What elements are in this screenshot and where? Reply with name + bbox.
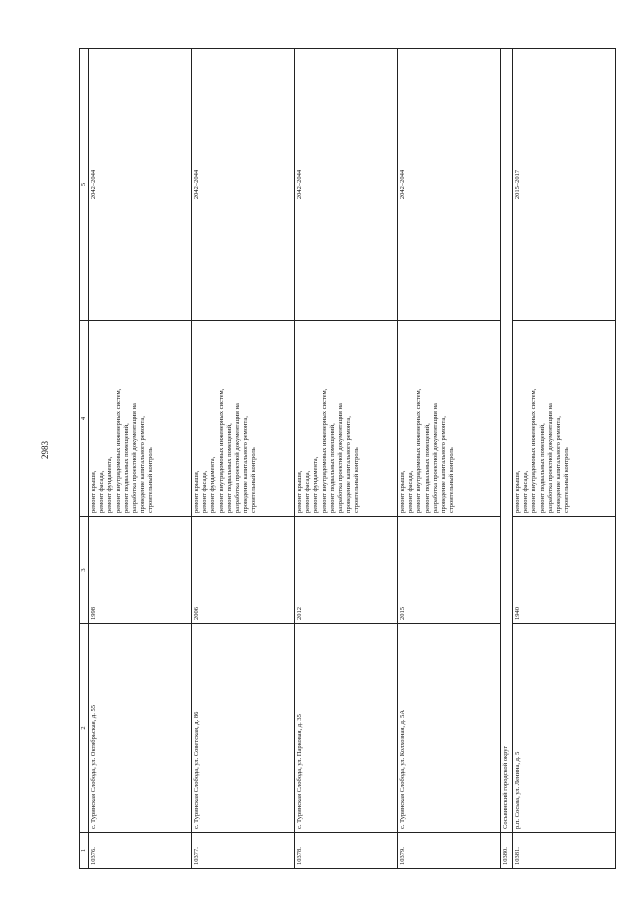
works-list <box>89 321 192 517</box>
group-row <box>501 49 513 869</box>
work-item: ремонт фасада, <box>304 470 312 513</box>
build-year: 2015 <box>398 517 501 624</box>
build-year: 1998 <box>89 517 192 624</box>
work-item: ремонт крыши, <box>514 470 521 513</box>
work-item: разработка проектной документации на <box>131 403 139 513</box>
works-list <box>398 321 501 517</box>
table-row <box>192 49 295 869</box>
table-row <box>295 49 398 869</box>
work-item: ремонт подвальных помещений, <box>225 423 233 513</box>
works-list <box>295 321 398 517</box>
repair-period: 2015–2017 <box>513 49 616 321</box>
address: с. Туринская Слобода, ул. Советская, д. 86 <box>192 624 295 833</box>
repair-period: 2042–2044 <box>398 49 501 321</box>
row-number: 10378. <box>295 833 398 869</box>
work-item: разработка проектной документации на <box>337 403 345 513</box>
work-item: строительный контроль <box>250 447 258 513</box>
build-year: 2006 <box>192 517 295 624</box>
work-item: ремонт подвальных помещений, <box>423 423 431 513</box>
build-year: 2012 <box>295 517 398 624</box>
work-item: разработка проектной документации на <box>431 403 439 513</box>
work-item: ремонт фасада, <box>201 470 209 513</box>
table-row <box>398 49 501 869</box>
header-cell-4: 4 <box>80 321 89 517</box>
work-item: ремонт крыши, <box>193 470 200 513</box>
works-list <box>513 321 616 517</box>
work-item: ремонт подвальных помещений, <box>328 423 336 513</box>
work-item: ремонт внутридомовых инженерных систем, <box>415 388 423 513</box>
work-item: ремонт фасада, <box>522 470 530 513</box>
work-item: ремонт фундамента, <box>106 456 114 513</box>
header-cell-1: 1 <box>80 833 89 869</box>
address: с. Туринская Слобода, ул. Парковая, д. 35 <box>295 624 398 833</box>
row-number: 10381. <box>513 833 616 869</box>
header-cell-2: 2 <box>80 624 89 833</box>
municipality-heading: Сосьвинский городской округ <box>501 49 513 833</box>
repair-period: 2042–2044 <box>192 49 295 321</box>
work-item: ремонт фасада, <box>98 470 106 513</box>
work-item: ремонт крыши, <box>296 470 303 513</box>
row-number: 10380. <box>501 833 513 869</box>
address: с. Туринская Слобода, ул. Колхозная, д. 5А <box>398 624 501 833</box>
work-item: ремонт крыши, <box>399 470 406 513</box>
table-row <box>513 49 616 869</box>
work-item: ремонт крыши, <box>90 470 97 513</box>
table-row <box>89 49 192 869</box>
row-number: 10376. <box>89 833 192 869</box>
header-cell-3: 3 <box>80 517 89 624</box>
work-item: ремонт внутридомовых инженерных систем, <box>320 388 328 513</box>
header-cell-5: 5 <box>80 49 89 321</box>
works-list <box>192 321 295 517</box>
work-item: проведение капитального ремонта, <box>242 416 250 513</box>
row-number: 10379. <box>398 833 501 869</box>
header-row <box>80 49 89 869</box>
repair-period: 2042–2044 <box>295 49 398 321</box>
work-item: проведение капитального ремонта, <box>345 416 353 513</box>
work-item: ремонт фундамента, <box>312 456 320 513</box>
repair-schedule-table-wrapper <box>79 49 597 869</box>
work-item: строительный контроль <box>448 447 456 513</box>
address: с. Туринская Слобода, ул. Октябрьская, д. 55 <box>89 624 192 833</box>
work-item: строительный контроль <box>147 447 155 513</box>
work-item: разработка проектной документации на <box>546 403 554 513</box>
work-item: проведение капитального ремонта, <box>139 416 147 513</box>
work-item: проведение капитального ремонта, <box>440 416 448 513</box>
repair-period: 2042–2044 <box>89 49 192 321</box>
build-year: 1940 <box>513 517 616 624</box>
work-item: проведение капитального ремонта, <box>555 416 563 513</box>
work-item: ремонт фундамента, <box>209 456 217 513</box>
work-item: разработка проектной документации на <box>234 403 242 513</box>
work-item: ремонт внутридомовых инженерных систем, <box>530 388 538 513</box>
work-item: ремонт фасада, <box>407 470 415 513</box>
row-number: 10377. <box>192 833 295 869</box>
work-item: ремонт подвальных помещений, <box>122 423 130 513</box>
work-item: ремонт внутридомовых инженерных систем, <box>217 388 225 513</box>
repair-schedule-table <box>79 48 616 869</box>
work-item: ремонт внутридомовых инженерных систем, <box>114 388 122 513</box>
work-item: строительный контроль <box>563 447 571 513</box>
work-item: ремонт подвальных помещений, <box>538 423 546 513</box>
page-number: 2983 <box>40 441 50 459</box>
work-item: строительный контроль <box>353 447 361 513</box>
address: р.п. Сосьва, ул. Ленина, д. 5 <box>513 624 616 833</box>
